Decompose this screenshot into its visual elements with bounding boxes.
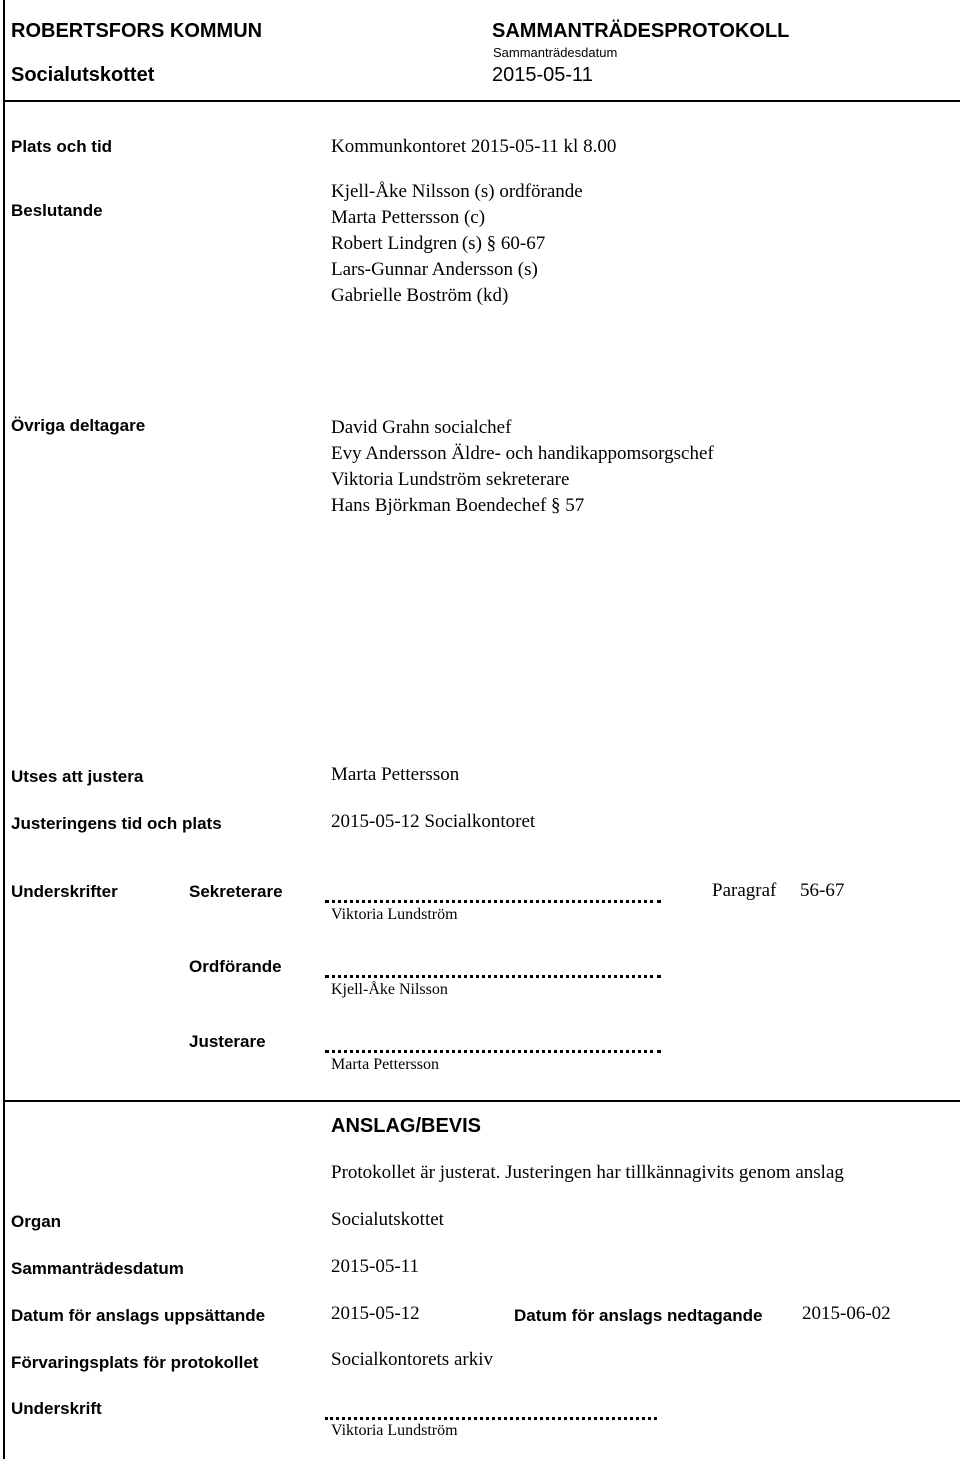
header-divider bbox=[3, 100, 960, 102]
decision-maker: Marta Pettersson (c) bbox=[331, 207, 486, 228]
other-participant: Evy Andersson Äldre- och handikappomsorgschef bbox=[331, 443, 714, 464]
notice-title: ANSLAG/BEVIS bbox=[331, 1115, 482, 1137]
notice-divider bbox=[3, 1100, 960, 1102]
storage-place-label: Förvaringsplats för protokollet bbox=[11, 1353, 259, 1372]
chair-name: Kjell-Åke Nilsson bbox=[331, 981, 448, 998]
justerare-signature-line bbox=[325, 1050, 661, 1053]
meeting-date: 2015-05-11 bbox=[492, 64, 593, 86]
other-participants-label: Övriga deltagare bbox=[11, 416, 146, 435]
posted-date-label: Datum för anslags uppsättande bbox=[11, 1306, 266, 1325]
notice-signature-line bbox=[325, 1417, 657, 1420]
secretary-signature-line bbox=[325, 900, 661, 903]
notice-signature-label: Underskrift bbox=[11, 1399, 102, 1418]
committee-name: Socialutskottet bbox=[11, 64, 155, 86]
document-type: SAMMANTRÄDESPROTOKOLL bbox=[492, 20, 790, 42]
notice-statement: Protokollet är justerat. Justeringen har tillkännagivits genom anslag bbox=[331, 1162, 844, 1183]
left-margin-rule bbox=[3, 0, 5, 1459]
storage-place-value: Socialkontorets arkiv bbox=[331, 1349, 493, 1370]
other-participant: Hans Björkman Boendechef § 57 bbox=[331, 495, 585, 516]
adjustment-time-place-label: Justeringens tid och plats bbox=[11, 814, 222, 833]
other-participant: David Grahn socialchef bbox=[331, 417, 512, 438]
paragraph-label: Paragraf bbox=[712, 880, 777, 901]
municipality-name: ROBERTSFORS KOMMUN bbox=[11, 20, 263, 42]
chair-label: Ordförande bbox=[189, 957, 282, 976]
posted-date-value: 2015-05-12 bbox=[331, 1303, 420, 1324]
justerare-label: Justerare bbox=[189, 1032, 266, 1051]
decision-maker: Kjell-Åke Nilsson (s) ordförande bbox=[331, 181, 583, 202]
decision-makers-label: Beslutande bbox=[11, 201, 103, 220]
decision-maker: Gabrielle Boström (kd) bbox=[331, 285, 509, 306]
removed-date-value: 2015-06-02 bbox=[802, 1303, 891, 1324]
decision-maker: Lars-Gunnar Andersson (s) bbox=[331, 259, 538, 280]
adjuster-label: Utses att justera bbox=[11, 767, 144, 786]
notice-meeting-date-label: Sammanträdesdatum bbox=[11, 1259, 184, 1278]
meeting-date-label: Sammanträdesdatum bbox=[493, 45, 618, 60]
adjustment-time-place-value: 2015-05-12 Socialkontoret bbox=[331, 811, 536, 832]
organ-value: Socialutskottet bbox=[331, 1209, 444, 1230]
place-time-label: Plats och tid bbox=[11, 137, 113, 156]
secretary-label: Sekreterare bbox=[189, 882, 283, 901]
chair-signature-line bbox=[325, 975, 661, 978]
secretary-name: Viktoria Lundström bbox=[331, 906, 458, 923]
place-time-value: Kommunkontoret 2015-05-11 kl 8.00 bbox=[331, 136, 617, 157]
signatures-label: Underskrifter bbox=[11, 882, 118, 901]
notice-meeting-date-value: 2015-05-11 bbox=[331, 1256, 419, 1277]
removed-date-label: Datum för anslags nedtagande bbox=[514, 1306, 763, 1325]
notice-signature-name: Viktoria Lundström bbox=[331, 1422, 458, 1439]
paragraph-range: 56-67 bbox=[800, 880, 845, 901]
adjuster-value: Marta Pettersson bbox=[331, 764, 460, 785]
organ-label: Organ bbox=[11, 1212, 62, 1231]
justerare-name: Marta Pettersson bbox=[331, 1056, 439, 1073]
decision-maker: Robert Lindgren (s) § 60-67 bbox=[331, 233, 546, 254]
other-participant: Viktoria Lundström sekreterare bbox=[331, 469, 570, 490]
